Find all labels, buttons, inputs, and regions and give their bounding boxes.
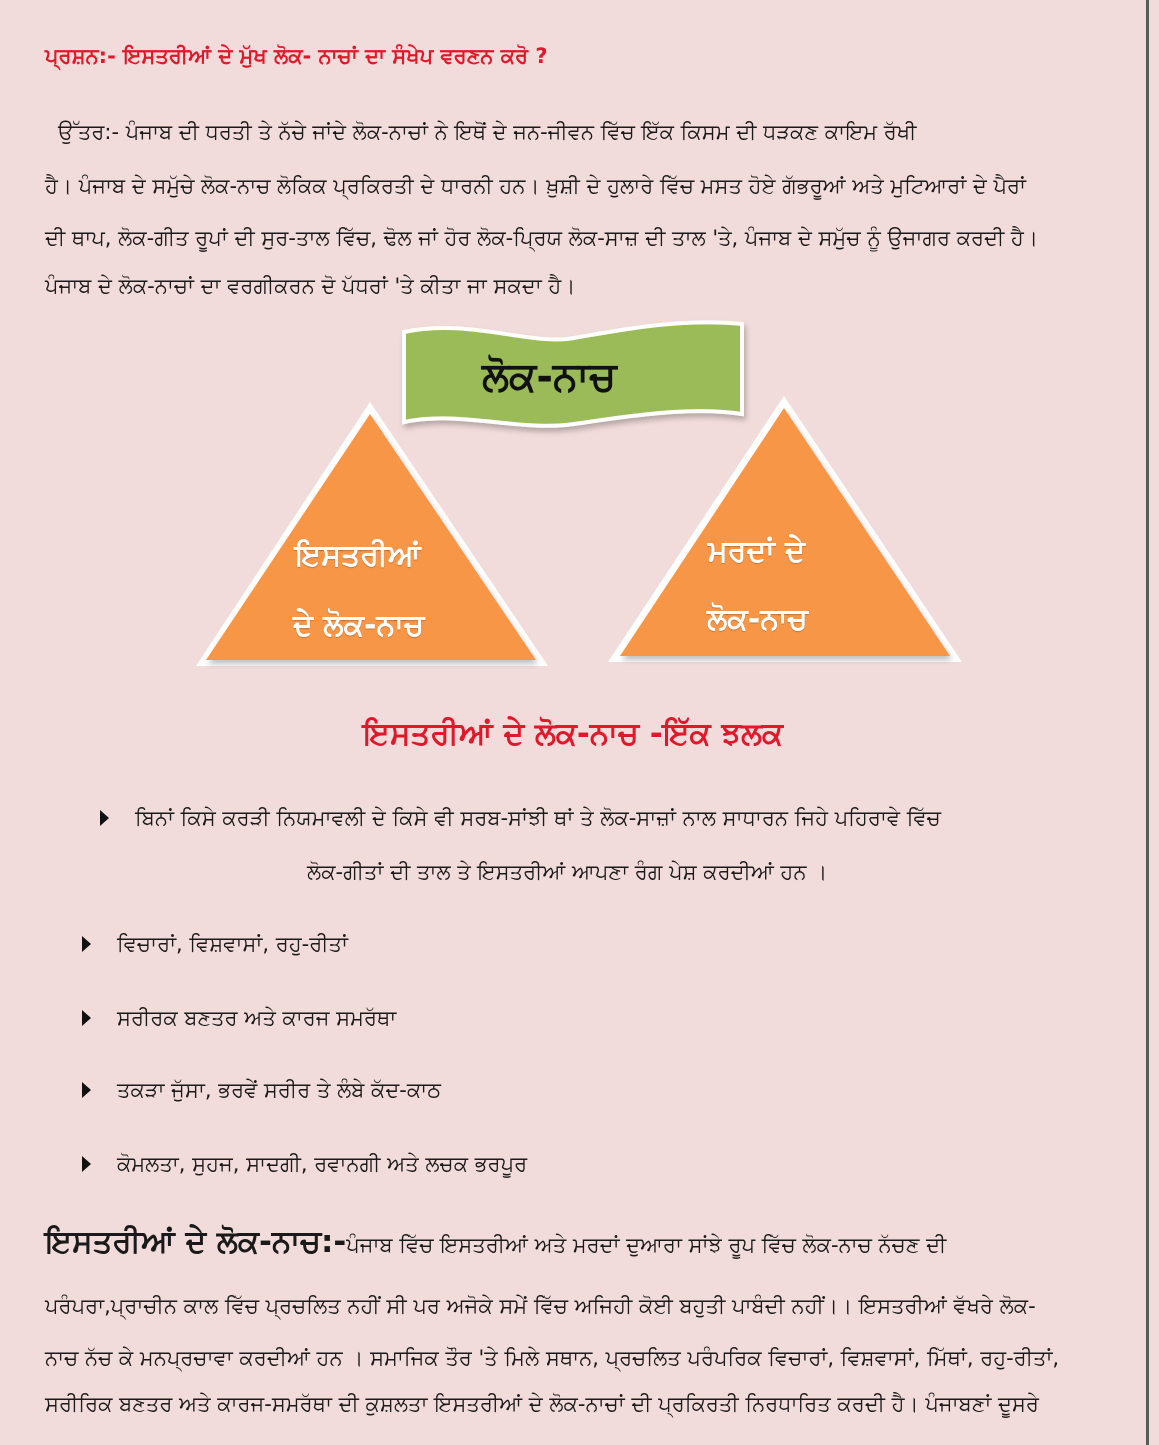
- bottom-paragraph-line-3: ਨਾਚ ਨੱਚ ਕੇ ਮਨਪ੍ਰਚਾਵਾ ਕਰਦੀਆਂ ਹਨ । ਸਮਾਜਿਕ ਤੌਰ 'ਤੇ ਮਿਲੇ ਸਥਾਨ, ਪ੍ਰਚਲਿਤ ਪਰੰਪਰਿਕ ਵਿਚਾਰਾਂ, ਵਿਸ਼ਵਾਸਾਂ, ਮਿੱਥਾਂ, ਰਹੁ-ਰੀਤਾਂ,: [45, 1346, 1060, 1370]
- bottom-heading: ਇਸਤਰੀਆਂ ਦੇ ਲੋਕ-ਨਾਚ:-: [45, 1224, 347, 1260]
- bullet-text: ਵਿਚਾਰਾਂ, ਵਿਸ਼ਵਾਸਾਂ, ਰਹੁ-ਰੀਤਾਂ: [117, 932, 348, 956]
- bullet-arrow-icon: [82, 1010, 91, 1026]
- answer-line-4: ਪੰਜਾਬ ਦੇ ਲੋਕ-ਨਾਚਾਂ ਦਾ ਵਰਗੀਕਰਨ ਦੋ ਪੱਧਰਾਂ 'ਤੇ ਕੀਤਾ ਜਾ ਸਕਦਾ ਹੈ।: [45, 274, 576, 298]
- left-triangle-line-1: ਇਸਤਰੀਆਂ: [295, 538, 421, 573]
- page-edge-divider: [1146, 0, 1149, 1445]
- section-title: ਇਸਤਰੀਆਂ ਦੇ ਲੋਕ-ਨਾਚ -ਇੱਕ ਝਲਕ: [362, 716, 784, 752]
- answer-line-2: ਹੈ। ਪੰਜਾਬ ਦੇ ਸਮੁੱਚੇ ਲੋਕ-ਨਾਚ ਲੋਕਿਕ ਪ੍ਰਕਿਰਤੀ ਦੇ ਧਾਰਨੀ ਹਨ। ਖ਼ੁਸ਼ੀ ਦੇ ਹੁਲਾਰੇ ਵਿੱਚ ਮਸਤ ਹੋਏ ਗੱਭਰੂਆਂ ਅਤੇ ਮੁਟਿਆਰਾਂ ਦੇ ਪੈਰਾਂ: [45, 174, 1026, 198]
- lok-nach-diagram: [0, 310, 1146, 690]
- bullet-arrow-icon: [100, 810, 109, 826]
- bottom-paragraph-line-4: ਸਰੀਰਿਕ ਬਣਤਰ ਅਤੇ ਕਾਰਜ-ਸਮਰੱਥਾ ਦੀ ਕੁਸ਼ਲਤਾ ਇਸਤਰੀਆਂ ਦੇ ਲੋਕ-ਨਾਚਾਂ ਦੀ ਪ੍ਰਕਿਰਤੀ ਨਿਰਧਾਰਿਤ ਕਰਦੀ ਹੈ। ਪੰਜਾਬਣਾਂ ਦੂਸਰੇ: [45, 1392, 1039, 1416]
- bullet-text: ਸਰੀਰਕ ਬਣਤਰ ਅਤੇ ਕਾਰਜ ਸਮਰੱਥਾ: [117, 1006, 397, 1030]
- banner-title: ਲੋਕ-ਨਾਚ: [482, 354, 617, 400]
- right-triangle-line-2: ਲੋਕ-ਨਾਚ: [707, 602, 808, 637]
- bullet-arrow-icon: [82, 1082, 91, 1098]
- left-triangle-line-2: ਦੇ ਲੋਕ-ਨਾਚ: [293, 608, 425, 643]
- bottom-paragraph-line-2: ਪਰੰਪਰਾ,ਪ੍ਰਾਚੀਨ ਕਾਲ ਵਿੱਚ ਪ੍ਰਚਲਿਤ ਨਹੀਂ ਸੀ ਪਰ ਅਜੋਕੇ ਸਮੇਂ ਵਿੱਚ ਅਜਿਹੀ ਕੋਈ ਬਹੁਤੀ ਪਾਬੰਦੀ ਨਹੀਂ।। ਇਸਤਰੀਆਂ ਵੱਖਰੇ ਲੋਕ-: [45, 1294, 1036, 1318]
- bullet-item-intro: [100, 806, 941, 831]
- answer-line-3: ਦੀ ਥਾਪ, ਲੋਕ-ਗੀਤ ਰੂਪਾਂ ਦੀ ਸੁਰ-ਤਾਲ ਵਿੱਚ, ਢੋਲ ਜਾਂ ਹੋਰ ਲੋਕ-ਪ੍ਰਿਯ ਲੋਕ-ਸਾਜ਼ ਦੀ ਤਾਲ 'ਤੇ, ਪੰਜਾਬ ਦੇ ਸਮੁੱਚ ਨੂੰ ਉਜਾਗਰ ਕਰਦੀ ਹੈ।: [45, 226, 1038, 250]
- answer-line-1: ਉੱਤਰ:- ਪੰਜਾਬ ਦੀ ਧਰਤੀ ਤੇ ਨੱਚੇ ਜਾਂਦੇ ਲੋਕ-ਨਾਚਾਂ ਨੇ ਇਥੋਂ ਦੇ ਜਨ-ਜੀਵਨ ਵਿੱਚ ਇੱਕ ਕਿਸਮ ਦੀ ਧੜਕਣ ਕਾਇਮ ਰੱਖੀ: [58, 120, 917, 144]
- bullet-arrow-icon: [82, 1156, 91, 1172]
- bullet-text: ਤਕੜਾ ਜੁੱਸਾ, ਭਰਵੇਂ ਸਰੀਰ ਤੇ ਲੰਬੇ ਕੱਦ-ਕਾਠ: [117, 1078, 441, 1102]
- bullet-item-1: [82, 932, 348, 957]
- bullet-intro-line-2: ਲੋਕ-ਗੀਤਾਂ ਦੀ ਤਾਲ ਤੇ ਇਸਤਰੀਆਂ ਆਪਣਾ ਰੰਗ ਪੇਸ਼ ਕਰਦੀਆਂ ਹਨ ।: [307, 860, 828, 884]
- bullet-item-3: [82, 1078, 441, 1103]
- bottom-paragraph-line-1: [45, 1224, 946, 1261]
- bullet-arrow-icon: [82, 936, 91, 952]
- bottom-line-1-text: ਪੰਜਾਬ ਵਿੱਚ ਇਸਤਰੀਆਂ ਅਤੇ ਮਰਦਾਂ ਦੁਆਰਾ ਸਾਂਝੇ ਰੂਪ ਵਿੱਚ ਲੋਕ-ਨਾਚ ਨੱਚਣ ਦੀ: [346, 1233, 947, 1257]
- bullet-item-4: [82, 1152, 527, 1177]
- bullet-text: ਕੋਮਲਤਾ, ਸੁਹਜ, ਸਾਦਗੀ, ਰਵਾਨਗੀ ਅਤੇ ਲਚਕ ਭਰਪੂਰ: [117, 1152, 528, 1176]
- bullet-item-2: [82, 1006, 396, 1031]
- bullet-intro-line-1: ਬਿਨਾਂ ਕਿਸੇ ਕਰੜੀ ਨਿਯਮਾਵਲੀ ਦੇ ਕਿਸੇ ਵੀ ਸਰਬ-ਸਾਂਝੀ ਥਾਂ ਤੇ ਲੋਕ-ਸਾਜ਼ਾਂ ਨਾਲ ਸਾਧਾਰਨ ਜਿਹੇ ਪਹਿਰਾਵੇ ਵਿੱਚ: [135, 806, 941, 830]
- right-triangle-line-1: ਮਰਦਾਂ ਦੇ: [708, 534, 805, 569]
- question-heading: ਪ੍ਰਸ਼ਨ:- ਇਸਤਰੀਆਂ ਦੇ ਮੁੱਖ ਲੋਕ- ਨਾਚਾਂ ਦਾ ਸੰਖੇਪ ਵਰਣਨ ਕਰੋ ?: [45, 44, 548, 68]
